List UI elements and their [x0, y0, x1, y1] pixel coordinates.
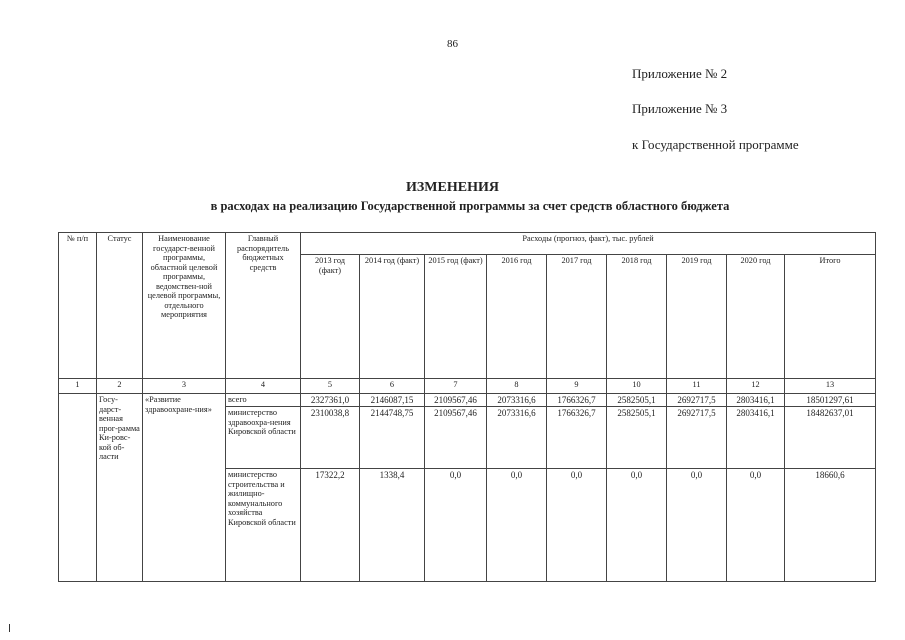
col-number: 6 [360, 379, 425, 394]
appendix-line-1: Приложение № 2 [632, 66, 728, 81]
program-name-cell: «Развитие здравоохране-ния» [143, 394, 226, 582]
col-number: 9 [547, 379, 607, 394]
value-cell: 2144748,75 [360, 407, 425, 469]
col-number: 2 [97, 379, 143, 394]
header-year-2014: 2014 год (факт) [360, 255, 425, 379]
header-year-2017: 2017 год [547, 255, 607, 379]
header-year-2020: 2020 год [727, 255, 785, 379]
total-cell: 18501297,61 [785, 394, 876, 407]
value-cell: 0,0 [667, 469, 727, 582]
col-number: 13 [785, 379, 876, 394]
header-budget-manager: Главный распорядитель бюджетных средств [226, 233, 301, 379]
value-cell: 2582505,1 [607, 407, 667, 469]
expenses-table [58, 232, 876, 582]
page-number: 86 [447, 38, 458, 50]
col-number: 5 [301, 379, 360, 394]
manager-cell: министерство строительства и жилищно-коммунального хозяйства Кировской области [226, 469, 301, 582]
header-year-2018: 2018 год [607, 255, 667, 379]
value-cell: 2073316,6 [487, 394, 547, 407]
manager-cell: всего [226, 394, 301, 407]
value-cell: 0,0 [487, 469, 547, 582]
col-number: 4 [226, 379, 301, 394]
total-cell: 18660,6 [785, 469, 876, 582]
value-cell: 2073316,6 [487, 407, 547, 469]
status-cell: Госу-дарст-венная прог-рамма Ки-ровс-кой об-ласти [97, 394, 143, 582]
value-cell: 2146087,15 [360, 394, 425, 407]
header-expenses: Расходы (прогноз, факт), тыс. рублей [301, 233, 876, 255]
value-cell: 2803416,1 [727, 394, 785, 407]
col-number: 8 [487, 379, 547, 394]
header-row-1 [59, 233, 876, 255]
col-number: 12 [727, 379, 785, 394]
value-cell: 0,0 [547, 469, 607, 582]
col-number: 7 [425, 379, 487, 394]
value-cell: 2327361,0 [301, 394, 360, 407]
value-cell: 2692717,5 [667, 394, 727, 407]
document-subtitle: в расходах на реализацию Государственной программы за счет средств областного бюджета [210, 199, 730, 213]
appendix-line-2: Приложение № 3 [632, 101, 728, 116]
value-cell: 2109567,46 [425, 407, 487, 469]
header-num: № п/п [59, 233, 97, 379]
manager-cell: министерство здравоохра-нения Кировской области [226, 407, 301, 469]
header-status: Статус [97, 233, 143, 379]
header-year-2019: 2019 год [667, 255, 727, 379]
header-total: Итого [785, 255, 876, 379]
table-row [59, 394, 876, 407]
value-cell: 17322,2 [301, 469, 360, 582]
row-num-cell [59, 394, 97, 582]
value-cell: 1766326,7 [547, 407, 607, 469]
value-cell: 0,0 [727, 469, 785, 582]
value-cell: 2310038,8 [301, 407, 360, 469]
column-number-row [59, 379, 876, 394]
header-year-2013: 2013 год (факт) [301, 255, 360, 379]
col-number: 11 [667, 379, 727, 394]
scan-mark [9, 624, 10, 632]
col-number: 3 [143, 379, 226, 394]
value-cell: 1338,4 [360, 469, 425, 582]
total-cell: 18482637,01 [785, 407, 876, 469]
header-program-name: Наименование государст-венной программы, областной целевой программы, ведомствен-ной целевой программы, отдельного мероприятия [143, 233, 226, 379]
header-year-2015: 2015 год (факт) [425, 255, 487, 379]
value-cell: 0,0 [425, 469, 487, 582]
value-cell: 1766326,7 [547, 394, 607, 407]
value-cell: 2803416,1 [727, 407, 785, 469]
value-cell: 2582505,1 [607, 394, 667, 407]
col-number: 10 [607, 379, 667, 394]
value-cell: 0,0 [607, 469, 667, 582]
value-cell: 2109567,46 [425, 394, 487, 407]
document-title: ИЗМЕНЕНИЯ [406, 180, 499, 195]
col-number: 1 [59, 379, 97, 394]
header-year-2016: 2016 год [487, 255, 547, 379]
value-cell: 2692717,5 [667, 407, 727, 469]
appendix-line-3: к Государственной программе [632, 137, 799, 152]
